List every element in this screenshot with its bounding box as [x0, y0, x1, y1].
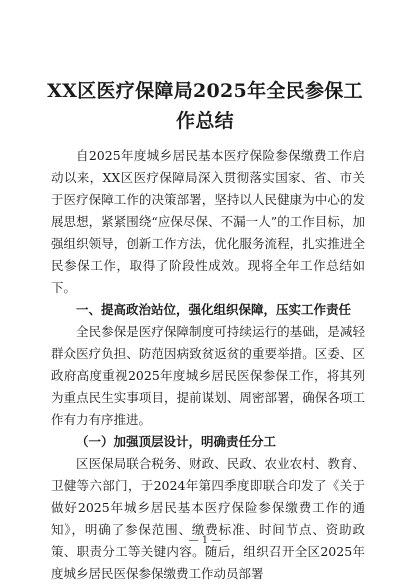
paragraph-subsection-1: 区医保局联合税务、财政、民政、农业农村、教育、卫健等六部门，于2024年第四季度即联合印发了《关于做好2025年城乡居民基本医疗保险参保缴费工作的通知》，明确了参保范围、缴费标准、时间节点、资助政策、职责分工等关键内容。随后，组织召开全区2025年度城乡居民医保参保缴费工作动员部署 [51, 456, 365, 581]
document-body [51, 145, 365, 585]
page-number: — 1 — [188, 535, 222, 546]
paragraph-section-1: 全民参保是医疗保障制度可持续运行的基础，是减轻群众医疗负担、防范因病致贫返贫的重要举措。区委、区政府高度重视2025年度城乡居民医保参保工作，将其列为重点民生实事项目，提前谋划、周密部署，确保各项工作有力有序推进。 [51, 324, 365, 427]
section-heading-1: 一、提高政治站位，强化组织保障，压实工作责任 [76, 302, 352, 317]
subsection-heading-1: （一）加强顶层设计，明确责任分工 [76, 434, 277, 449]
document-title: XX区医疗保障局2025年全民参保工作总结 [47, 80, 363, 132]
paragraph-intro: 自2025年度城乡居民基本医疗保险参保缴费工作启动以来，XX区医疗保障局深入贯彻落实国家、省、市关于医疗保障工作的决策部署，坚持以人民健康为中心的发展思想，紧紧围绕“应保尽保、不漏一人”的工作目标，加强组织领导，创新工作方法，优化服务流程，扎实推进全民参保工作，取得了阶段性成效。现将全年工作总结如下。 [51, 148, 365, 295]
